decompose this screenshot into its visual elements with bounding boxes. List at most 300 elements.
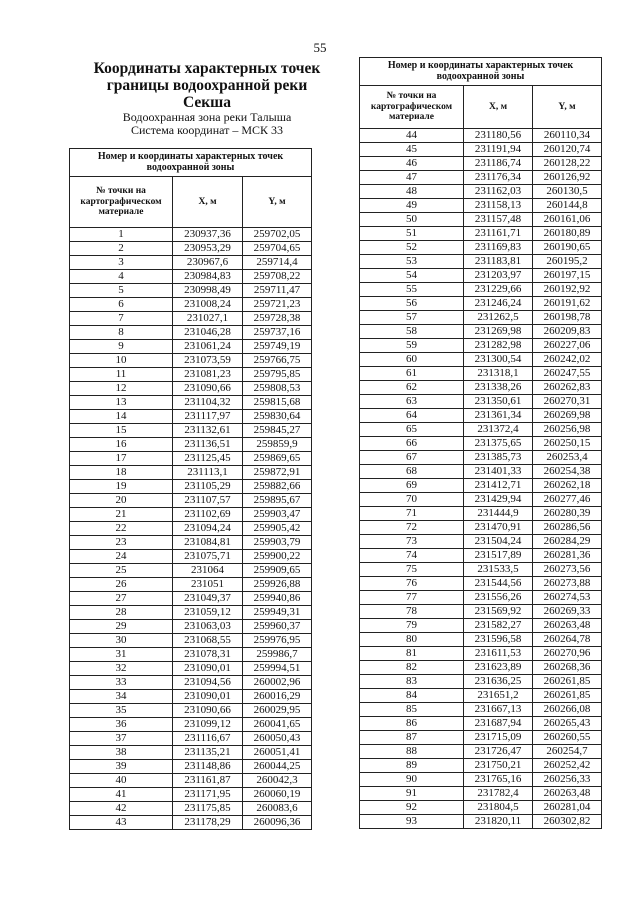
y-coordinate-cell: 259882,66: [243, 480, 312, 494]
table-row: [360, 353, 602, 367]
x-coordinate-cell: 231429,94: [464, 493, 533, 507]
y-coordinate-cell: 260252,42: [533, 759, 602, 773]
y-coordinate-cell: 260274,53: [533, 591, 602, 605]
x-coordinate-cell: 231125,45: [173, 452, 243, 466]
point-number-cell: 86: [360, 717, 464, 731]
point-number-cell: 80: [360, 633, 464, 647]
point-number-cell: 66: [360, 437, 464, 451]
x-coordinate-cell: 231183,81: [464, 255, 533, 269]
x-coordinate-cell: 231090,01: [173, 662, 243, 676]
x-coordinate-cell: 231059,12: [173, 606, 243, 620]
x-coordinate-cell: 231180,56: [464, 129, 533, 143]
point-number-cell: 22: [70, 522, 173, 536]
x-coordinate-cell: 231412,71: [464, 479, 533, 493]
y-coordinate-cell: 259909,65: [243, 564, 312, 578]
table-row: [360, 185, 602, 199]
y-coordinate-cell: 259976,95: [243, 634, 312, 648]
table-row: [360, 423, 602, 437]
table-row: [70, 354, 312, 368]
table-row: [360, 759, 602, 773]
y-coordinate-cell: 260281,04: [533, 801, 602, 815]
table-row: [70, 256, 312, 270]
x-coordinate-cell: 231176,34: [464, 171, 533, 185]
y-coordinate-cell: 259903,79: [243, 536, 312, 550]
table-row: [70, 746, 312, 760]
point-number-cell: 26: [70, 578, 173, 592]
point-number-cell: 46: [360, 157, 464, 171]
y-coordinate-cell: 260195,2: [533, 255, 602, 269]
table-row: [70, 452, 312, 466]
y-coordinate-cell: 260190,65: [533, 241, 602, 255]
table-row: [360, 339, 602, 353]
x-coordinate-cell: 231715,09: [464, 731, 533, 745]
y-coordinate-cell: 260280,39: [533, 507, 602, 521]
x-coordinate-cell: 231157,48: [464, 213, 533, 227]
point-number-cell: 88: [360, 745, 464, 759]
y-coordinate-cell: 259960,37: [243, 620, 312, 634]
y-coordinate-cell: 260281,36: [533, 549, 602, 563]
y-coordinate-cell: 260128,22: [533, 157, 602, 171]
table-row: [360, 563, 602, 577]
table-row: [70, 774, 312, 788]
column-header-y: Y, м: [533, 86, 602, 129]
point-number-cell: 72: [360, 521, 464, 535]
point-number-cell: 58: [360, 325, 464, 339]
y-coordinate-cell: 259949,31: [243, 606, 312, 620]
y-coordinate-cell: 260262,83: [533, 381, 602, 395]
y-coordinate-cell: 260263,48: [533, 787, 602, 801]
x-coordinate-cell: 231504,24: [464, 535, 533, 549]
y-coordinate-cell: 260254,7: [533, 745, 602, 759]
x-coordinate-cell: 230937,36: [173, 228, 243, 242]
x-coordinate-cell: 230984,83: [173, 270, 243, 284]
point-number-cell: 57: [360, 311, 464, 325]
y-coordinate-cell: 259766,75: [243, 354, 312, 368]
y-coordinate-cell: 259845,27: [243, 424, 312, 438]
y-coordinate-cell: 259905,42: [243, 522, 312, 536]
y-coordinate-cell: 260277,46: [533, 493, 602, 507]
table-row: [360, 675, 602, 689]
y-coordinate-cell: 259708,22: [243, 270, 312, 284]
x-coordinate-cell: 231051: [173, 578, 243, 592]
table-row: [70, 690, 312, 704]
y-coordinate-cell: 260191,62: [533, 297, 602, 311]
x-coordinate-cell: 231385,73: [464, 451, 533, 465]
table-row: [360, 465, 602, 479]
table-row: [70, 396, 312, 410]
y-coordinate-cell: 260264,78: [533, 633, 602, 647]
point-number-cell: 35: [70, 704, 173, 718]
point-number-cell: 1: [70, 228, 173, 242]
point-number-cell: 43: [70, 816, 173, 830]
x-coordinate-cell: 231533,5: [464, 563, 533, 577]
table-row: [360, 815, 602, 829]
x-coordinate-cell: 231075,71: [173, 550, 243, 564]
table-row: [70, 634, 312, 648]
point-number-cell: 20: [70, 494, 173, 508]
table-row: [360, 689, 602, 703]
point-number-cell: 67: [360, 451, 464, 465]
table-row: [360, 283, 602, 297]
table-row: [70, 802, 312, 816]
point-number-cell: 85: [360, 703, 464, 717]
table-row: [70, 718, 312, 732]
table-row: [70, 522, 312, 536]
point-number-cell: 54: [360, 269, 464, 283]
table-row: [360, 493, 602, 507]
y-coordinate-cell: 260242,02: [533, 353, 602, 367]
table-row: [360, 717, 602, 731]
table-row: [360, 745, 602, 759]
table-row: [70, 466, 312, 480]
x-coordinate-cell: 231107,57: [173, 494, 243, 508]
y-coordinate-cell: 260263,48: [533, 619, 602, 633]
y-coordinate-cell: 260209,83: [533, 325, 602, 339]
column-header-point: № точки на картографическом материале: [70, 177, 173, 228]
x-coordinate-cell: 231186,74: [464, 157, 533, 171]
x-coordinate-cell: 231596,58: [464, 633, 533, 647]
y-coordinate-cell: 260029,95: [243, 704, 312, 718]
table-row: [360, 479, 602, 493]
y-coordinate-cell: 260261,85: [533, 689, 602, 703]
table-row: [70, 340, 312, 354]
x-coordinate-cell: 231161,71: [464, 227, 533, 241]
x-coordinate-cell: 231169,83: [464, 241, 533, 255]
point-number-cell: 91: [360, 787, 464, 801]
x-coordinate-cell: 231148,86: [173, 760, 243, 774]
y-coordinate-cell: 259926,88: [243, 578, 312, 592]
y-coordinate-cell: 260273,56: [533, 563, 602, 577]
title-block: [62, 60, 352, 137]
x-coordinate-cell: 231611,53: [464, 647, 533, 661]
y-coordinate-cell: 260192,92: [533, 283, 602, 297]
y-coordinate-cell: 259749,19: [243, 340, 312, 354]
point-number-cell: 73: [360, 535, 464, 549]
point-number-cell: 10: [70, 354, 173, 368]
x-coordinate-cell: 231372,4: [464, 423, 533, 437]
point-number-cell: 32: [70, 662, 173, 676]
table-row: [360, 507, 602, 521]
x-coordinate-cell: 231132,61: [173, 424, 243, 438]
x-coordinate-cell: 231350,61: [464, 395, 533, 409]
table-row: [70, 284, 312, 298]
point-number-cell: 92: [360, 801, 464, 815]
x-coordinate-cell: 231191,94: [464, 143, 533, 157]
y-coordinate-cell: 259830,64: [243, 410, 312, 424]
point-number-cell: 60: [360, 353, 464, 367]
point-number-cell: 61: [360, 367, 464, 381]
x-coordinate-cell: 231175,85: [173, 802, 243, 816]
y-coordinate-cell: 259815,68: [243, 396, 312, 410]
x-coordinate-cell: 231161,87: [173, 774, 243, 788]
y-coordinate-cell: 259721,23: [243, 298, 312, 312]
x-coordinate-cell: 231444,9: [464, 507, 533, 521]
y-coordinate-cell: 260270,31: [533, 395, 602, 409]
table-row: [360, 143, 602, 157]
y-coordinate-cell: 260262,18: [533, 479, 602, 493]
x-coordinate-cell: 231804,5: [464, 801, 533, 815]
x-coordinate-cell: 231008,24: [173, 298, 243, 312]
point-number-cell: 14: [70, 410, 173, 424]
y-coordinate-cell: 260083,6: [243, 802, 312, 816]
point-number-cell: 33: [70, 676, 173, 690]
table-row: [360, 227, 602, 241]
point-number-cell: 48: [360, 185, 464, 199]
x-coordinate-cell: 231027,1: [173, 312, 243, 326]
point-number-cell: 93: [360, 815, 464, 829]
x-coordinate-cell: 231117,97: [173, 410, 243, 424]
column-header-x: X, м: [173, 177, 243, 228]
y-coordinate-cell: 260197,15: [533, 269, 602, 283]
point-number-cell: 38: [70, 746, 173, 760]
x-coordinate-cell: 231338,26: [464, 381, 533, 395]
y-coordinate-cell: 260042,3: [243, 774, 312, 788]
table-row: [360, 787, 602, 801]
point-number-cell: 15: [70, 424, 173, 438]
x-coordinate-cell: 231651,2: [464, 689, 533, 703]
table-row: [70, 564, 312, 578]
table-row: [360, 241, 602, 255]
y-coordinate-cell: 260256,98: [533, 423, 602, 437]
point-number-cell: 79: [360, 619, 464, 633]
y-coordinate-cell: 260270,96: [533, 647, 602, 661]
y-coordinate-cell: 260041,65: [243, 718, 312, 732]
point-number-cell: 6: [70, 298, 173, 312]
table-row: [70, 382, 312, 396]
point-number-cell: 52: [360, 241, 464, 255]
y-coordinate-cell: 259704,65: [243, 242, 312, 256]
point-number-cell: 45: [360, 143, 464, 157]
x-coordinate-cell: 231750,21: [464, 759, 533, 773]
x-coordinate-cell: 231158,13: [464, 199, 533, 213]
x-coordinate-cell: 231094,24: [173, 522, 243, 536]
table-row: [70, 326, 312, 340]
table-row: [360, 633, 602, 647]
table-row: [70, 648, 312, 662]
coordinates-table-right: [359, 57, 602, 829]
table-row: [360, 297, 602, 311]
y-coordinate-cell: 259795,85: [243, 368, 312, 382]
y-coordinate-cell: 260265,43: [533, 717, 602, 731]
x-coordinate-cell: 231081,23: [173, 368, 243, 382]
x-coordinate-cell: 231667,13: [464, 703, 533, 717]
x-coordinate-cell: 231318,1: [464, 367, 533, 381]
table-row: [70, 732, 312, 746]
table-row: [360, 171, 602, 185]
x-coordinate-cell: 231068,55: [173, 634, 243, 648]
y-coordinate-cell: 260096,36: [243, 816, 312, 830]
table-row: [70, 676, 312, 690]
y-coordinate-cell: 259711,47: [243, 284, 312, 298]
table-row: [70, 312, 312, 326]
point-number-cell: 78: [360, 605, 464, 619]
x-coordinate-cell: 231090,66: [173, 704, 243, 718]
x-coordinate-cell: 231162,03: [464, 185, 533, 199]
x-coordinate-cell: 231556,26: [464, 591, 533, 605]
table-caption: Номер и координаты характерных точек водоохранной зоны: [70, 149, 312, 177]
point-number-cell: 47: [360, 171, 464, 185]
x-coordinate-cell: 230953,29: [173, 242, 243, 256]
table-row: [360, 535, 602, 549]
table-row: [70, 704, 312, 718]
x-coordinate-cell: 231782,4: [464, 787, 533, 801]
x-coordinate-cell: 231116,67: [173, 732, 243, 746]
point-number-cell: 84: [360, 689, 464, 703]
y-coordinate-cell: 259900,22: [243, 550, 312, 564]
x-coordinate-cell: 231203,97: [464, 269, 533, 283]
x-coordinate-cell: 230998,49: [173, 284, 243, 298]
table-row: [70, 298, 312, 312]
point-number-cell: 13: [70, 396, 173, 410]
table-row: [70, 578, 312, 592]
y-coordinate-cell: 259859,9: [243, 438, 312, 452]
y-coordinate-cell: 260253,4: [533, 451, 602, 465]
y-coordinate-cell: 260247,55: [533, 367, 602, 381]
point-number-cell: 39: [70, 760, 173, 774]
y-coordinate-cell: 259808,53: [243, 382, 312, 396]
point-number-cell: 40: [70, 774, 173, 788]
table-row: [360, 451, 602, 465]
table-row: [360, 381, 602, 395]
y-coordinate-cell: 259869,65: [243, 452, 312, 466]
x-coordinate-cell: 231078,31: [173, 648, 243, 662]
page-number: 55: [313, 40, 327, 55]
point-number-cell: 7: [70, 312, 173, 326]
point-number-cell: 49: [360, 199, 464, 213]
table-row: [360, 367, 602, 381]
x-coordinate-cell: 231049,37: [173, 592, 243, 606]
x-coordinate-cell: 231229,66: [464, 283, 533, 297]
point-number-cell: 59: [360, 339, 464, 353]
table-body: [360, 129, 602, 829]
table-row: [360, 437, 602, 451]
x-coordinate-cell: 231102,69: [173, 508, 243, 522]
point-number-cell: 42: [70, 802, 173, 816]
y-coordinate-cell: 260044,25: [243, 760, 312, 774]
y-coordinate-cell: 260286,56: [533, 521, 602, 535]
table-row: [70, 242, 312, 256]
point-number-cell: 89: [360, 759, 464, 773]
y-coordinate-cell: 260130,5: [533, 185, 602, 199]
point-number-cell: 71: [360, 507, 464, 521]
column-header-x: X, м: [464, 86, 533, 129]
y-coordinate-cell: 260269,98: [533, 409, 602, 423]
x-coordinate-cell: 231517,89: [464, 549, 533, 563]
column-header-y: Y, м: [243, 177, 312, 228]
point-number-cell: 75: [360, 563, 464, 577]
table-row: [70, 438, 312, 452]
point-number-cell: 87: [360, 731, 464, 745]
point-number-cell: 18: [70, 466, 173, 480]
x-coordinate-cell: 231105,29: [173, 480, 243, 494]
table-row: [360, 773, 602, 787]
x-coordinate-cell: 231090,01: [173, 690, 243, 704]
point-number-cell: 62: [360, 381, 464, 395]
table-caption: Номер и координаты характерных точек водоохранной зоны: [360, 58, 602, 86]
x-coordinate-cell: 231113,1: [173, 466, 243, 480]
point-number-cell: 4: [70, 270, 173, 284]
table-row: [70, 480, 312, 494]
point-number-cell: 82: [360, 661, 464, 675]
point-number-cell: 63: [360, 395, 464, 409]
point-number-cell: 83: [360, 675, 464, 689]
x-coordinate-cell: 231094,56: [173, 676, 243, 690]
title-line-1: Координаты характерных точек: [93, 60, 321, 77]
x-coordinate-cell: 231582,27: [464, 619, 533, 633]
y-coordinate-cell: 259714,4: [243, 256, 312, 270]
point-number-cell: 81: [360, 647, 464, 661]
y-coordinate-cell: 259872,91: [243, 466, 312, 480]
point-number-cell: 41: [70, 788, 173, 802]
table-row: [70, 592, 312, 606]
y-coordinate-cell: 260120,74: [533, 143, 602, 157]
y-coordinate-cell: 260261,85: [533, 675, 602, 689]
table-row: [70, 760, 312, 774]
table-row: [360, 647, 602, 661]
point-number-cell: 25: [70, 564, 173, 578]
x-coordinate-cell: 231765,16: [464, 773, 533, 787]
y-coordinate-cell: 260302,82: [533, 815, 602, 829]
point-number-cell: 64: [360, 409, 464, 423]
point-number-cell: 68: [360, 465, 464, 479]
x-coordinate-cell: 231084,81: [173, 536, 243, 550]
point-number-cell: 24: [70, 550, 173, 564]
table-row: [360, 129, 602, 143]
y-coordinate-cell: 259994,51: [243, 662, 312, 676]
x-coordinate-cell: 231569,92: [464, 605, 533, 619]
x-coordinate-cell: 231063,03: [173, 620, 243, 634]
x-coordinate-cell: 231375,65: [464, 437, 533, 451]
y-coordinate-cell: 259702,05: [243, 228, 312, 242]
table-row: [70, 816, 312, 830]
point-number-cell: 76: [360, 577, 464, 591]
table-row: [70, 550, 312, 564]
x-coordinate-cell: 231401,33: [464, 465, 533, 479]
y-coordinate-cell: 260256,33: [533, 773, 602, 787]
y-coordinate-cell: 260284,29: [533, 535, 602, 549]
y-coordinate-cell: 260227,06: [533, 339, 602, 353]
title-line-3: Секша: [182, 94, 232, 111]
point-number-cell: 30: [70, 634, 173, 648]
table-row: [360, 801, 602, 815]
table-row: [360, 311, 602, 325]
x-coordinate-cell: 231099,12: [173, 718, 243, 732]
point-number-cell: 90: [360, 773, 464, 787]
table-row: [360, 619, 602, 633]
table-row: [70, 494, 312, 508]
table-row: [70, 620, 312, 634]
table-body: [70, 228, 312, 830]
point-number-cell: 12: [70, 382, 173, 396]
table-row: [360, 577, 602, 591]
y-coordinate-cell: 260126,92: [533, 171, 602, 185]
table-row: [360, 199, 602, 213]
point-number-cell: 19: [70, 480, 173, 494]
point-number-cell: 55: [360, 283, 464, 297]
x-coordinate-cell: 231726,47: [464, 745, 533, 759]
point-number-cell: 53: [360, 255, 464, 269]
point-number-cell: 44: [360, 129, 464, 143]
coordinates-table-left: [69, 148, 312, 830]
y-coordinate-cell: 259986,7: [243, 648, 312, 662]
point-number-cell: 3: [70, 256, 173, 270]
x-coordinate-cell: 231136,51: [173, 438, 243, 452]
x-coordinate-cell: 231262,5: [464, 311, 533, 325]
point-number-cell: 31: [70, 648, 173, 662]
point-number-cell: 9: [70, 340, 173, 354]
x-coordinate-cell: 231361,34: [464, 409, 533, 423]
x-coordinate-cell: 231246,24: [464, 297, 533, 311]
